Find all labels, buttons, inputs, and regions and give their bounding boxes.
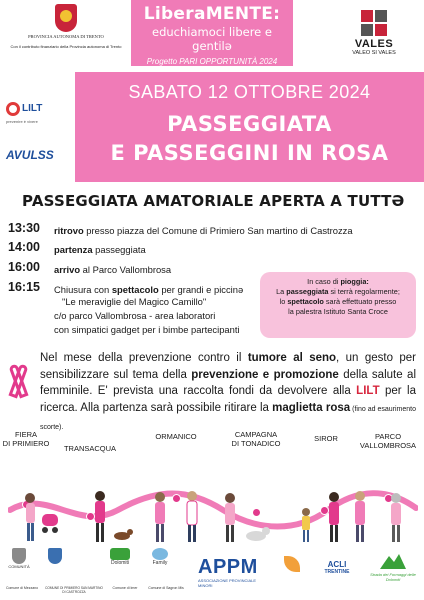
province-logo-block	[6, 4, 126, 49]
route-stop-label: ORMANICO	[155, 432, 197, 441]
schedule-desc: ritrovo presso piazza del Comune di Primiero San martino di Castrozza	[54, 225, 353, 236]
event-title-line2: E PASSEGGINI IN ROSA	[110, 141, 389, 165]
rain-notice-line: lo spettacolo sarà effettuato presso	[279, 297, 397, 306]
avulss-logo: AVULSS	[6, 148, 54, 162]
province-name: PROVINCIA AUTONOMA DI TRENTO	[28, 34, 104, 39]
route-stop-label: PARCO VALLOMBROSA	[359, 432, 417, 450]
schedule-desc: partenza passeggiata	[54, 244, 146, 255]
project-title: LiberaMENTE:	[143, 4, 281, 24]
awareness-paragraph: Nel mese della prevenzione contro il tumore al seno, un gesto per sensibilizzare sul tema della prevenzione e promozione della salute al femminile. E' prevista una raccolta fondi da devolvere alla LILT per la ricerca. Alla partenza sarà possibile ritirare la maglietta rosa (fino ad esaurimento scorte).	[40, 352, 416, 432]
sponsor-bird-logo	[280, 556, 304, 572]
event-title	[75, 110, 424, 168]
rain-notice-line: la palestra Istituto Santa Croce	[288, 307, 388, 316]
schedule-time: 13:30	[8, 221, 40, 235]
family-logo-icon	[110, 548, 130, 560]
comunita-crest-icon	[12, 548, 26, 564]
vales-mark-icon	[361, 10, 387, 36]
route-stop-label: TRANSACQUA	[63, 444, 117, 453]
lilt-mark-icon	[6, 102, 20, 116]
project-title-box	[131, 0, 293, 66]
route-stop-label: FIERA DI PRIMIERO	[2, 430, 50, 448]
mountain-logo-icon	[379, 552, 407, 570]
woman-with-dog-figure	[95, 491, 133, 543]
sponsor-primiero-comune: COMUNE DI PRIMIERO SAN MARTINO DI CASTROZZA	[45, 586, 103, 594]
sponsor-family: Family	[142, 548, 178, 566]
show-title: "Le meraviglie del Magico Camillo"	[62, 296, 207, 307]
vales-logo	[334, 10, 414, 56]
event-subtitle: PASSEGGIATA AMATORIALE APERTA A TUTTƏ	[22, 192, 405, 210]
walker-figure	[187, 491, 197, 543]
primiero-crest-icon	[48, 548, 62, 564]
rain-notice-line: La passeggiata si terrà regolarmente;	[276, 287, 400, 296]
appm-logo: APPM	[198, 556, 258, 578]
sponsor-comunita: COMUNITÀ	[4, 548, 34, 569]
rain-notice	[260, 272, 416, 338]
sponsor-acli: ACLI TRENTINE	[324, 560, 350, 575]
province-crest-icon	[55, 4, 77, 32]
rain-notice-line: In caso di pioggia:	[307, 277, 369, 286]
walker-figure	[155, 492, 165, 543]
sponsor-mezzano: Comune di Mezzano	[5, 586, 39, 590]
family-logo-icon	[152, 548, 168, 560]
sponsor-sagron: Comune di Sagron Mis	[148, 586, 184, 590]
schedule-desc: arrivo al Parco Vallombrosa	[54, 264, 172, 275]
lilt-tagline: prevenire è vivere	[6, 119, 38, 124]
project-subtitle: educhiamoci libere e gentilə	[152, 25, 272, 53]
project-name: Progetto PARI OPPORTUNITÀ 2024	[146, 57, 278, 66]
schedule-time: 16:15	[8, 280, 40, 294]
route-stop-label: SIROR	[314, 434, 338, 443]
walker-with-stroller-figure	[25, 493, 58, 541]
sponsor-strada-formaggi: Strada dei Formaggi delle Dolomiti	[364, 552, 422, 582]
event-title-line1: PASSEGGIATA	[167, 112, 332, 136]
appm-tagline: ASSOCIAZIONE PROVINCIALE MINORI	[198, 578, 257, 588]
bird-logo-icon	[284, 556, 300, 572]
schedule-time: 14:00	[8, 240, 40, 254]
vales-tagline: VALEO SI VALES	[352, 50, 396, 56]
sponsor-primiero	[40, 548, 70, 564]
lilt-logo	[6, 100, 72, 124]
child-figure	[302, 508, 310, 543]
event-date: SABATO 12 OTTOBRE 2024	[128, 82, 371, 102]
sponsor-dolomiti-family: Dolomiti	[102, 548, 138, 566]
schedule-time: 16:00	[8, 260, 40, 274]
schedule-desc: Chiusura con spettacolo per grandi e piccinə	[54, 284, 244, 295]
pink-ribbon-icon	[8, 364, 30, 404]
show-place: c/o parco Vallombrosa - area laboratori	[54, 310, 216, 321]
walkers-illustration	[0, 490, 424, 550]
province-funding-note: Con il contributo finanziario della Provincia autonoma di Trento	[10, 43, 122, 49]
sponsor-imer: Comune di Imer	[112, 586, 138, 590]
lilt-word: LILT	[22, 103, 43, 115]
couple-with-dog-figure	[225, 493, 270, 543]
show-gadget: con simpatici gadget per i bimbe partecipanti	[54, 324, 240, 335]
elderly-walker-figure	[391, 493, 401, 543]
family-figure	[329, 491, 365, 543]
top-banner	[0, 0, 424, 68]
vales-word: VALES	[354, 38, 394, 50]
route-stop-label: CAMPAGNA DI TONADICO	[231, 430, 281, 448]
